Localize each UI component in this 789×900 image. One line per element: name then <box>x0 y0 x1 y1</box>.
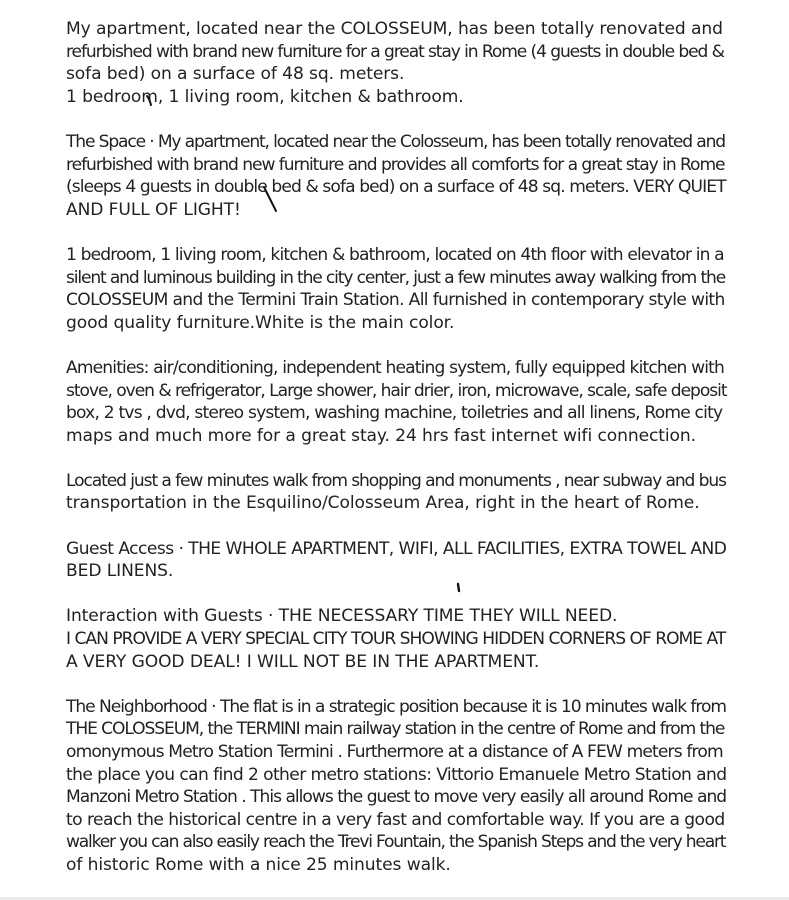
text-line: I CAN PROVIDE A VERY SPECIAL CITY TOUR SHOWING HIDDEN CORNERS OF ROME AT <box>66 629 726 650</box>
text-line: stove, oven & refrigerator, Large shower, hair drier, iron, microwave, scale, safe deposit <box>66 380 727 401</box>
text-line: walker you can also easily reach the Trevi Fountain, the Spanish Steps and the very heart <box>66 832 726 853</box>
text-line: to reach the historical centre in a very fast and comfortable way. If you are a good <box>66 809 725 830</box>
text-line: COLOSSEUM and the Termini Train Station. All furnished in contemporary style with <box>66 290 725 311</box>
text-line: Amenities: air/conditioning, independent heating system, fully equipped kitchen with <box>66 357 724 378</box>
text-line: THE COLOSSEUM, the TERMINI main railway station in the centre of Rome and from the <box>66 719 725 740</box>
listing-description <box>66 18 726 899</box>
text-line: the place you can find 2 other metro stations: Vittorio Emanuele Metro Station and <box>66 764 727 785</box>
text-line: transportation in the Esquilino/Colosseum Area, right in the heart of Rome. <box>66 493 700 514</box>
text-line: good quality furniture.White is the main color. <box>66 312 455 333</box>
paragraph-neighborhood <box>66 696 726 877</box>
text-line: of historic Rome with a nice 25 minutes walk. <box>66 854 451 875</box>
text-line: My apartment, located near the COLOSSEUM, has been totally renovated and <box>66 19 723 39</box>
text-line: Located just a few minutes walk from shopping and monuments , near subway and bus <box>66 470 726 491</box>
text-line: Interaction with Guests · THE NECESSARY TIME THEY WILL NEED. <box>66 606 618 627</box>
text-line: A VERY GOOD DEAL! I WILL NOT BE IN THE APARTMENT. <box>66 651 540 672</box>
text-line: silent and luminous building in the city center, just a few minutes away walking from the <box>66 267 726 288</box>
paragraph-guest-access <box>66 538 726 583</box>
text-line: The Space · My apartment, located near the Colosseum, has been totally renovated and <box>66 131 725 152</box>
text-line: 1 bedroom, 1 living room, kitchen & bathroom, located on 4th floor with elevator in a <box>66 244 724 265</box>
paragraph-location <box>66 470 726 515</box>
text-line: omonymous Metro Station Termini . Furthermore at a distance of A FEW meters from <box>66 742 723 762</box>
text-line: Manzoni Metro Station . This allows the guest to move very easily all around Rome and <box>66 787 727 808</box>
paragraph-the-space <box>66 131 726 221</box>
text-line: sofa bed) on a surface of 48 sq. meters. <box>66 64 405 85</box>
paragraph-interaction <box>66 605 726 673</box>
text-line: BED LINENS. <box>66 561 174 582</box>
pen-mark-comma <box>143 94 155 108</box>
text-line: refurbished with brand new furniture for a great stay in Rome (4 guests in double bed & <box>66 41 724 62</box>
text-line: AND FULL OF LIGHT! <box>66 199 241 220</box>
text-line: maps and much more for a great stay. 24 hrs fast internet wifi connection. <box>66 425 696 446</box>
paragraph-intro <box>66 18 726 108</box>
paragraph-rooms <box>66 244 726 334</box>
pen-mark-tick <box>453 581 463 595</box>
text-line: 1 bedroom, 1 living room, kitchen & bathroom. <box>66 86 464 107</box>
text-line: The Neighborhood · The flat is in a strategic position because it is 10 minutes walk from <box>66 696 727 717</box>
text-line: Guest Access · THE WHOLE APARTMENT, WIFI, ALL FACILITIES, EXTRA TOWEL AND <box>66 538 727 559</box>
text-line: refurbished with brand new furniture and provides all comforts for a great stay in Rome <box>66 154 725 175</box>
pen-mark-slash <box>261 183 281 215</box>
paragraph-amenities <box>66 357 726 447</box>
text-line: box, 2 tvs , dvd, stereo system, washing machine, toiletries and all linens, Rome city <box>66 403 723 424</box>
text-line: (sleeps 4 guests in double bed & sofa bed) on a surface of 48 sq. meters. VERY QUIET <box>66 177 726 198</box>
